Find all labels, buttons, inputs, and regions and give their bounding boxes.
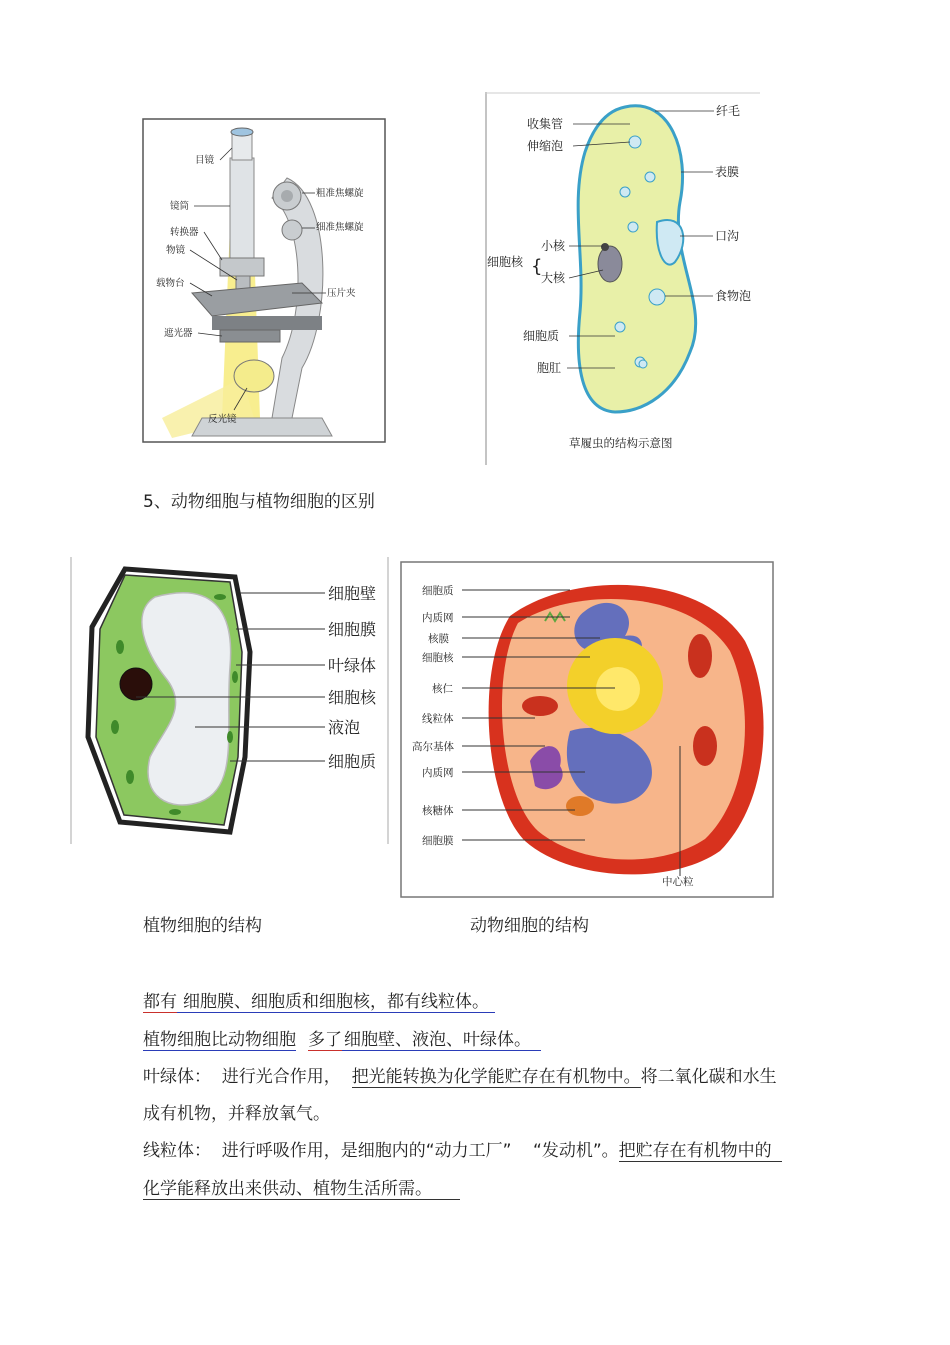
paramecium-label-collecting-tube: 收集管 bbox=[527, 117, 564, 131]
plant-cell-figure bbox=[70, 557, 390, 844]
microscope-label-nosepiece: 转换器 bbox=[170, 227, 199, 238]
mitochondria-function: 把贮存在有机物中的 bbox=[619, 1141, 782, 1162]
paramecium-label-contractile-vacuole: 伸缩泡 bbox=[527, 139, 564, 153]
paragraph-chloroplast-cont: 成有机物，并释放氧气。 bbox=[143, 1104, 330, 1124]
microscope-label-diaphragm: 遮光器 bbox=[164, 328, 193, 339]
mitochondria-intro: 线粒体： 进行呼吸作用，是细胞内的“动力工厂” “发动机”。 bbox=[143, 1141, 619, 1161]
animal-label-cell-membrane: 细胞膜 bbox=[422, 835, 454, 847]
paragraph-mitochondria-cont bbox=[143, 1178, 460, 1200]
paramecium-label-nucleus: 细胞核 bbox=[487, 255, 524, 269]
microscope-label-fine: 细准焦螺旋 bbox=[316, 222, 364, 233]
animal-label-cytoplasm: 细胞质 bbox=[422, 585, 454, 597]
paragraph-chloroplast bbox=[143, 1066, 777, 1088]
svg-text:{: { bbox=[531, 256, 543, 277]
microscope-label-tube: 镜筒 bbox=[170, 201, 190, 212]
paramecium-label-macronucleus: 大核 bbox=[541, 271, 566, 285]
plant-label-nucleus: 细胞核 bbox=[328, 688, 377, 707]
plant-label-cytoplasm: 细胞质 bbox=[328, 752, 377, 771]
animal-label-mitochondria: 线粒体 bbox=[422, 713, 454, 725]
paragraph-common-structures bbox=[143, 991, 495, 1013]
section-title: 5、动物细胞与植物细胞的区别 bbox=[143, 492, 375, 512]
microscope-figure bbox=[142, 118, 387, 444]
paramecium-figure bbox=[485, 92, 760, 465]
paramecium-label-cytoplasm: 细胞质 bbox=[523, 329, 560, 343]
animal-label-nucleus: 细胞核 bbox=[422, 652, 454, 664]
paragraph-mitochondria bbox=[143, 1140, 782, 1162]
animal-label-centriole: 中心粒 bbox=[662, 876, 694, 888]
plant-label-vacuole: 液泡 bbox=[328, 718, 361, 737]
chloroplast-intro: 叶绿体： 进行光合作用， bbox=[143, 1067, 352, 1087]
animal-label-er-2: 内质网 bbox=[422, 767, 454, 779]
paramecium-label-cilia: 纤毛 bbox=[716, 104, 741, 118]
microscope-label-objective: 物镜 bbox=[166, 245, 186, 256]
animal-label-golgi: 高尔基体 bbox=[412, 741, 454, 753]
microscope-label-clip: 压片夹 bbox=[327, 288, 356, 299]
paragraph-plant-extra bbox=[143, 1029, 541, 1051]
paramecium-label-food-vacuole: 食物泡 bbox=[715, 289, 752, 303]
plant-label-chloroplast: 叶绿体 bbox=[328, 656, 377, 675]
plant-label-cell-wall: 细胞壁 bbox=[328, 584, 377, 603]
common-prefix: 都有 bbox=[143, 992, 177, 1012]
paramecium-label-oral-groove: 口沟 bbox=[715, 229, 740, 243]
chloroplast-tail: 将二氧化碳和水生 bbox=[640, 1067, 777, 1087]
plant-extra-structures: 细胞壁、液泡、叶绿体。 bbox=[342, 1030, 541, 1051]
animal-label-ribosome: 核糖体 bbox=[422, 805, 454, 817]
microscope-label-stage: 载物台 bbox=[156, 278, 185, 289]
microscope-label-coarse: 粗准焦螺旋 bbox=[316, 188, 364, 199]
animal-label-nucleolus: 核仁 bbox=[432, 683, 453, 695]
paramecium-label-pellicle: 表膜 bbox=[715, 165, 740, 179]
animal-cell-caption: 动物细胞的结构 bbox=[470, 916, 589, 936]
chloroplast-function: 把光能转换为化学能贮存在有机物中。 bbox=[351, 1067, 641, 1087]
animal-cell-figure bbox=[400, 561, 775, 899]
plant-extra-prefix: 植物细胞比动物细胞 bbox=[143, 1030, 296, 1050]
microscope-label-mirror: 反光镜 bbox=[208, 414, 237, 425]
animal-label-er-1: 内质网 bbox=[422, 612, 454, 624]
plant-label-cell-membrane: 细胞膜 bbox=[328, 620, 377, 639]
animal-label-nuclear-membrane: 核膜 bbox=[428, 633, 449, 645]
plant-cell-caption: 植物细胞的结构 bbox=[143, 916, 262, 936]
plant-extra-more: 多了 bbox=[308, 1030, 342, 1050]
microscope-label-eyepiece: 目镜 bbox=[195, 155, 215, 166]
paramecium-label-anal-pore: 胞肛 bbox=[537, 361, 562, 375]
common-structures: 细胞膜、细胞质和细胞核，都有线粒体。 bbox=[177, 992, 495, 1013]
paramecium-label-micronucleus: 小核 bbox=[541, 239, 566, 253]
mitochondria-function-cont: 化学能释放出来供动、植物生活所需。 bbox=[143, 1179, 460, 1200]
paramecium-caption: 草履虫的结构示意图 bbox=[569, 436, 673, 450]
